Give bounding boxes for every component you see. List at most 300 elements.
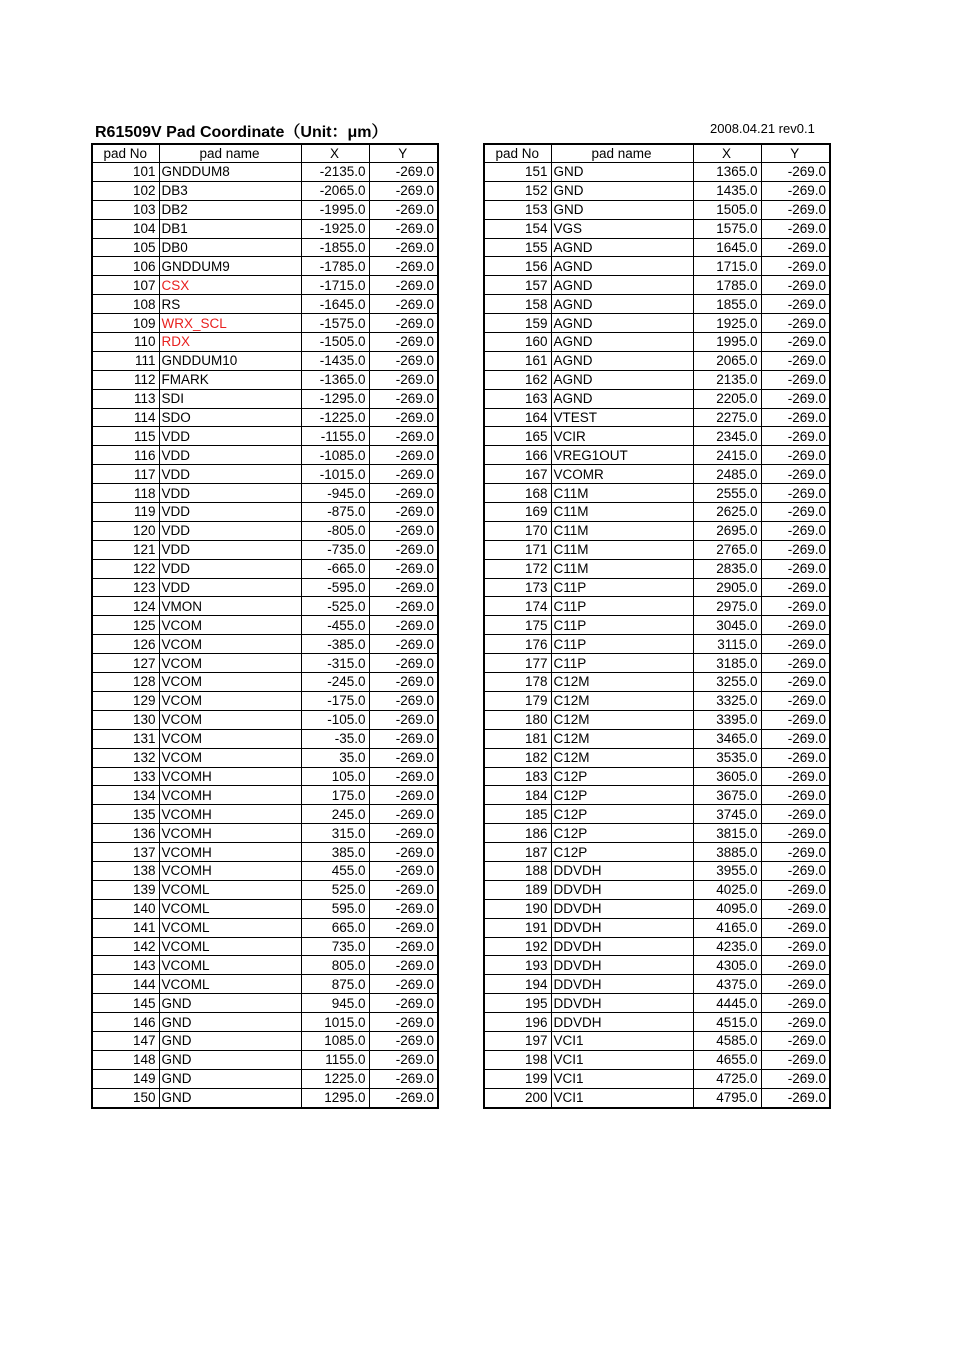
table-row — [484, 427, 830, 446]
y-coordinate-cell: -269.0 — [761, 1069, 830, 1088]
pad-name-cell: AGND — [551, 351, 693, 370]
pad-number-cell: 151 — [484, 163, 551, 182]
pad-name-cell: C12M — [551, 748, 693, 767]
x-coordinate-cell: 4235.0 — [693, 937, 761, 956]
pad-name-cell: C11P — [551, 616, 693, 635]
table-row — [92, 994, 438, 1013]
pad-number-cell: 175 — [484, 616, 551, 635]
pad-number-cell: 112 — [92, 370, 159, 389]
pad-name-cell: GND — [551, 163, 693, 182]
pad-name-cell: VREG1OUT — [551, 446, 693, 465]
pad-name-cell: C12P — [551, 843, 693, 862]
x-coordinate-cell: 3325.0 — [693, 691, 761, 710]
pad-name-cell: VCOM — [159, 729, 301, 748]
table-row — [484, 1031, 830, 1050]
pad-name-cell: GND — [551, 200, 693, 219]
table-row — [92, 295, 438, 314]
y-coordinate-cell: -269.0 — [761, 465, 830, 484]
table-row — [92, 654, 438, 673]
table-row — [484, 880, 830, 899]
pad-number-cell: 107 — [92, 276, 159, 295]
pad-number-cell: 123 — [92, 578, 159, 597]
table-row — [92, 465, 438, 484]
pad-number-cell: 154 — [484, 219, 551, 238]
table-row — [92, 257, 438, 276]
y-coordinate-cell: -269.0 — [761, 786, 830, 805]
x-coordinate-cell: 3675.0 — [693, 786, 761, 805]
x-coordinate-cell: 2135.0 — [693, 370, 761, 389]
x-coordinate-cell: 1155.0 — [301, 1050, 369, 1069]
pad-name-cell: GND — [159, 994, 301, 1013]
x-coordinate-cell: 1855.0 — [693, 295, 761, 314]
y-coordinate-cell: -269.0 — [761, 219, 830, 238]
table-row — [484, 219, 830, 238]
pad-number-cell: 199 — [484, 1069, 551, 1088]
pad-name-cell: GND — [159, 1069, 301, 1088]
y-coordinate-cell: -269.0 — [369, 654, 438, 673]
pad-number-cell: 145 — [92, 994, 159, 1013]
table-row — [92, 559, 438, 578]
column-header-pad-name: pad name — [159, 144, 301, 163]
pad-number-cell: 169 — [484, 503, 551, 522]
table-row — [484, 465, 830, 484]
y-coordinate-cell: -269.0 — [761, 880, 830, 899]
pad-name-cell: C11M — [551, 484, 693, 503]
x-coordinate-cell: 1015.0 — [301, 1013, 369, 1032]
y-coordinate-cell: -269.0 — [369, 956, 438, 975]
x-coordinate-cell: -2135.0 — [301, 163, 369, 182]
pad-number-cell: 189 — [484, 880, 551, 899]
pad-number-cell: 200 — [484, 1088, 551, 1107]
x-coordinate-cell: -1225.0 — [301, 408, 369, 427]
table-row — [484, 994, 830, 1013]
y-coordinate-cell: -269.0 — [369, 314, 438, 333]
x-coordinate-cell: -1155.0 — [301, 427, 369, 446]
column-header-y: Y — [369, 144, 438, 163]
x-coordinate-cell: -1645.0 — [301, 295, 369, 314]
x-coordinate-cell: 1925.0 — [693, 314, 761, 333]
pad-number-cell: 143 — [92, 956, 159, 975]
pad-name-cell: VDD — [159, 503, 301, 522]
pad-number-cell: 117 — [92, 465, 159, 484]
pad-name-cell: C12M — [551, 691, 693, 710]
pad-number-cell: 129 — [92, 691, 159, 710]
x-coordinate-cell: 1365.0 — [693, 163, 761, 182]
pad-number-cell: 178 — [484, 673, 551, 692]
y-coordinate-cell: -269.0 — [761, 635, 830, 654]
table-row — [92, 975, 438, 994]
y-coordinate-cell: -269.0 — [369, 351, 438, 370]
y-coordinate-cell: -269.0 — [369, 937, 438, 956]
table-row — [484, 899, 830, 918]
table-row — [484, 484, 830, 503]
pad-number-cell: 116 — [92, 446, 159, 465]
pad-number-cell: 194 — [484, 975, 551, 994]
y-coordinate-cell: -269.0 — [761, 729, 830, 748]
pad-number-cell: 152 — [484, 181, 551, 200]
y-coordinate-cell: -269.0 — [761, 691, 830, 710]
y-coordinate-cell: -269.0 — [761, 540, 830, 559]
table-row — [484, 673, 830, 692]
x-coordinate-cell: 4655.0 — [693, 1050, 761, 1069]
table-row — [484, 200, 830, 219]
y-coordinate-cell: -269.0 — [369, 484, 438, 503]
y-coordinate-cell: -269.0 — [369, 427, 438, 446]
table-row — [92, 503, 438, 522]
table-row — [484, 616, 830, 635]
pad-name-cell: AGND — [551, 314, 693, 333]
y-coordinate-cell: -269.0 — [761, 446, 830, 465]
x-coordinate-cell: 4725.0 — [693, 1069, 761, 1088]
x-coordinate-cell: -385.0 — [301, 635, 369, 654]
pad-name-cell: VCOM — [159, 654, 301, 673]
pad-number-cell: 156 — [484, 257, 551, 276]
x-coordinate-cell: -315.0 — [301, 654, 369, 673]
x-coordinate-cell: 3185.0 — [693, 654, 761, 673]
x-coordinate-cell: -1995.0 — [301, 200, 369, 219]
pad-number-cell: 146 — [92, 1013, 159, 1032]
x-coordinate-cell: 1715.0 — [693, 257, 761, 276]
pad-number-cell: 106 — [92, 257, 159, 276]
pad-name-cell: VGS — [551, 219, 693, 238]
pad-name-cell: C11P — [551, 597, 693, 616]
pad-name-cell: VCOMH — [159, 805, 301, 824]
table-row — [484, 503, 830, 522]
table-row — [92, 1088, 438, 1107]
y-coordinate-cell: -269.0 — [761, 861, 830, 880]
x-coordinate-cell: -455.0 — [301, 616, 369, 635]
pad-number-cell: 122 — [92, 559, 159, 578]
pad-number-cell: 176 — [484, 635, 551, 654]
pad-number-cell: 141 — [92, 918, 159, 937]
pad-number-cell: 174 — [484, 597, 551, 616]
pad-name-cell: C12M — [551, 673, 693, 692]
y-coordinate-cell: -269.0 — [369, 465, 438, 484]
table-row — [484, 975, 830, 994]
pad-number-cell: 177 — [484, 654, 551, 673]
table-row — [92, 824, 438, 843]
y-coordinate-cell: -269.0 — [369, 521, 438, 540]
x-coordinate-cell: 2345.0 — [693, 427, 761, 446]
pad-name-cell: VCI1 — [551, 1069, 693, 1088]
x-coordinate-cell: 175.0 — [301, 786, 369, 805]
x-coordinate-cell: 1295.0 — [301, 1088, 369, 1107]
y-coordinate-cell: -269.0 — [761, 654, 830, 673]
table-row — [484, 691, 830, 710]
table-row — [484, 918, 830, 937]
pad-name-cell: GND — [159, 1031, 301, 1050]
y-coordinate-cell: -269.0 — [761, 408, 830, 427]
x-coordinate-cell: -665.0 — [301, 559, 369, 578]
pad-name-cell: VTEST — [551, 408, 693, 427]
pad-name-cell: VCOM — [159, 691, 301, 710]
pad-number-cell: 115 — [92, 427, 159, 446]
table-row — [92, 956, 438, 975]
pad-number-cell: 105 — [92, 238, 159, 257]
pad-name-cell: C11M — [551, 503, 693, 522]
pad-number-cell: 144 — [92, 975, 159, 994]
y-coordinate-cell: -269.0 — [369, 370, 438, 389]
y-coordinate-cell: -269.0 — [761, 484, 830, 503]
column-header-x: X — [301, 144, 369, 163]
pad-name-cell: DDVDH — [551, 918, 693, 937]
x-coordinate-cell: 2205.0 — [693, 389, 761, 408]
x-coordinate-cell: -175.0 — [301, 691, 369, 710]
y-coordinate-cell: -269.0 — [369, 673, 438, 692]
y-coordinate-cell: -269.0 — [761, 805, 830, 824]
pad-number-cell: 186 — [484, 824, 551, 843]
pad-name-cell: AGND — [551, 257, 693, 276]
table-row — [92, 333, 438, 352]
x-coordinate-cell: 4025.0 — [693, 880, 761, 899]
pad-number-cell: 124 — [92, 597, 159, 616]
table-row — [484, 654, 830, 673]
column-header-x: X — [693, 144, 761, 163]
x-coordinate-cell: -1855.0 — [301, 238, 369, 257]
table-row — [92, 427, 438, 446]
pad-number-cell: 198 — [484, 1050, 551, 1069]
table-row — [92, 484, 438, 503]
table-row — [484, 389, 830, 408]
pad-name-cell: AGND — [551, 295, 693, 314]
pad-number-cell: 185 — [484, 805, 551, 824]
pad-number-cell: 137 — [92, 843, 159, 862]
pad-number-cell: 131 — [92, 729, 159, 748]
y-coordinate-cell: -269.0 — [761, 937, 830, 956]
pad-number-cell: 104 — [92, 219, 159, 238]
table-row — [484, 767, 830, 786]
x-coordinate-cell: 2695.0 — [693, 521, 761, 540]
pad-name-cell: DDVDH — [551, 994, 693, 1013]
x-coordinate-cell: 2555.0 — [693, 484, 761, 503]
y-coordinate-cell: -269.0 — [761, 994, 830, 1013]
table-row — [92, 389, 438, 408]
y-coordinate-cell: -269.0 — [761, 333, 830, 352]
table-row — [92, 691, 438, 710]
y-coordinate-cell: -269.0 — [761, 521, 830, 540]
x-coordinate-cell: 665.0 — [301, 918, 369, 937]
pad-number-cell: 134 — [92, 786, 159, 805]
x-coordinate-cell: 385.0 — [301, 843, 369, 862]
pad-name-cell: DB1 — [159, 219, 301, 238]
x-coordinate-cell: 2835.0 — [693, 559, 761, 578]
table-row — [92, 370, 438, 389]
x-coordinate-cell: 3465.0 — [693, 729, 761, 748]
pad-name-cell: GND — [551, 181, 693, 200]
pad-number-cell: 150 — [92, 1088, 159, 1107]
table-row — [484, 370, 830, 389]
pad-name-cell: GNDDUM8 — [159, 163, 301, 182]
table-row — [92, 276, 438, 295]
y-coordinate-cell: -269.0 — [369, 163, 438, 182]
table-row — [92, 786, 438, 805]
x-coordinate-cell: -525.0 — [301, 597, 369, 616]
y-coordinate-cell: -269.0 — [369, 181, 438, 200]
pad-number-cell: 102 — [92, 181, 159, 200]
pad-name-cell: VCOM — [159, 748, 301, 767]
y-coordinate-cell: -269.0 — [369, 446, 438, 465]
x-coordinate-cell: 4165.0 — [693, 918, 761, 937]
x-coordinate-cell: 735.0 — [301, 937, 369, 956]
y-coordinate-cell: -269.0 — [369, 238, 438, 257]
y-coordinate-cell: -269.0 — [761, 1050, 830, 1069]
table-row — [92, 937, 438, 956]
table-row — [484, 956, 830, 975]
table-row — [92, 673, 438, 692]
pad-name-cell: C11P — [551, 654, 693, 673]
pad-name-cell: C11M — [551, 559, 693, 578]
y-coordinate-cell: -269.0 — [369, 767, 438, 786]
y-coordinate-cell: -269.0 — [761, 295, 830, 314]
x-coordinate-cell: 3115.0 — [693, 635, 761, 654]
pad-number-cell: 166 — [484, 446, 551, 465]
pad-number-cell: 139 — [92, 880, 159, 899]
pad-number-cell: 182 — [484, 748, 551, 767]
pad-name-cell: DB2 — [159, 200, 301, 219]
table-row — [484, 1088, 830, 1107]
column-header-pad-name: pad name — [551, 144, 693, 163]
x-coordinate-cell: 3255.0 — [693, 673, 761, 692]
y-coordinate-cell: -269.0 — [761, 276, 830, 295]
table-row — [92, 1031, 438, 1050]
pad-name-cell: VCOM — [159, 710, 301, 729]
y-coordinate-cell: -269.0 — [369, 219, 438, 238]
y-coordinate-cell: -269.0 — [761, 673, 830, 692]
x-coordinate-cell: 3815.0 — [693, 824, 761, 843]
table-row — [484, 597, 830, 616]
pad-name-cell: VDD — [159, 578, 301, 597]
pad-number-cell: 173 — [484, 578, 551, 597]
pad-name-cell: VCI1 — [551, 1031, 693, 1050]
x-coordinate-cell: 3605.0 — [693, 767, 761, 786]
pad-name-cell: C11P — [551, 635, 693, 654]
x-coordinate-cell: 1995.0 — [693, 333, 761, 352]
table-row — [484, 1050, 830, 1069]
y-coordinate-cell: -269.0 — [761, 1031, 830, 1050]
pad-number-cell: 136 — [92, 824, 159, 843]
x-coordinate-cell: 3535.0 — [693, 748, 761, 767]
pad-number-cell: 193 — [484, 956, 551, 975]
table-row — [484, 559, 830, 578]
pad-name-cell: VCOML — [159, 956, 301, 975]
table-header-row — [92, 144, 438, 163]
pad-number-cell: 127 — [92, 654, 159, 673]
table-row — [484, 1069, 830, 1088]
y-coordinate-cell: -269.0 — [761, 1013, 830, 1032]
pad-name-cell: CSX — [159, 276, 301, 295]
pad-number-cell: 170 — [484, 521, 551, 540]
table-row — [484, 257, 830, 276]
pad-number-cell: 108 — [92, 295, 159, 314]
pad-name-cell: VCIR — [551, 427, 693, 446]
table-row — [484, 408, 830, 427]
y-coordinate-cell: -269.0 — [369, 975, 438, 994]
x-coordinate-cell: -1505.0 — [301, 333, 369, 352]
pad-name-cell: DDVDH — [551, 899, 693, 918]
x-coordinate-cell: 3745.0 — [693, 805, 761, 824]
pad-number-cell: 158 — [484, 295, 551, 314]
pad-name-cell: VDD — [159, 521, 301, 540]
x-coordinate-cell: -1785.0 — [301, 257, 369, 276]
x-coordinate-cell: 315.0 — [301, 824, 369, 843]
x-coordinate-cell: -875.0 — [301, 503, 369, 522]
date-revision: 2008.04.21 rev0.1 — [710, 121, 815, 136]
pad-name-cell: GNDDUM10 — [159, 351, 301, 370]
pad-name-cell: VDD — [159, 484, 301, 503]
y-coordinate-cell: -269.0 — [761, 200, 830, 219]
table-row — [92, 163, 438, 182]
x-coordinate-cell: 2275.0 — [693, 408, 761, 427]
x-coordinate-cell: -245.0 — [301, 673, 369, 692]
pad-name-cell: DDVDH — [551, 975, 693, 994]
pad-number-cell: 188 — [484, 861, 551, 880]
pad-number-cell: 133 — [92, 767, 159, 786]
pad-number-cell: 161 — [484, 351, 551, 370]
pad-name-cell: VCOML — [159, 975, 301, 994]
y-coordinate-cell: -269.0 — [369, 805, 438, 824]
pad-name-cell: VCOML — [159, 880, 301, 899]
pad-number-cell: 125 — [92, 616, 159, 635]
y-coordinate-cell: -269.0 — [761, 578, 830, 597]
pad-number-cell: 111 — [92, 351, 159, 370]
pad-name-cell: VDD — [159, 465, 301, 484]
pad-name-cell: C12M — [551, 729, 693, 748]
table-row — [484, 729, 830, 748]
table-row — [92, 861, 438, 880]
pad-number-cell: 179 — [484, 691, 551, 710]
y-coordinate-cell: -269.0 — [369, 1031, 438, 1050]
pad-number-cell: 168 — [484, 484, 551, 503]
table-row — [92, 767, 438, 786]
x-coordinate-cell: 945.0 — [301, 994, 369, 1013]
table-row — [484, 861, 830, 880]
pad-name-cell: VCOMH — [159, 786, 301, 805]
table-row — [92, 446, 438, 465]
table-row — [92, 635, 438, 654]
x-coordinate-cell: -1015.0 — [301, 465, 369, 484]
y-coordinate-cell: -269.0 — [369, 295, 438, 314]
pad-name-cell: AGND — [551, 276, 693, 295]
table-row — [92, 521, 438, 540]
pad-name-cell: AGND — [551, 333, 693, 352]
table-row — [484, 937, 830, 956]
y-coordinate-cell: -269.0 — [369, 786, 438, 805]
x-coordinate-cell: 2065.0 — [693, 351, 761, 370]
x-coordinate-cell: 35.0 — [301, 748, 369, 767]
pad-number-cell: 190 — [484, 899, 551, 918]
y-coordinate-cell: -269.0 — [761, 616, 830, 635]
x-coordinate-cell: -1435.0 — [301, 351, 369, 370]
table-row — [484, 276, 830, 295]
y-coordinate-cell: -269.0 — [369, 1069, 438, 1088]
pad-number-cell: 109 — [92, 314, 159, 333]
column-header-pad-no: pad No — [484, 144, 551, 163]
x-coordinate-cell: -105.0 — [301, 710, 369, 729]
x-coordinate-cell: 1225.0 — [301, 1069, 369, 1088]
table-row — [484, 521, 830, 540]
pad-number-cell: 135 — [92, 805, 159, 824]
x-coordinate-cell: 2625.0 — [693, 503, 761, 522]
pad-number-cell: 195 — [484, 994, 551, 1013]
y-coordinate-cell: -269.0 — [369, 1088, 438, 1107]
table-row — [92, 597, 438, 616]
x-coordinate-cell: -1295.0 — [301, 389, 369, 408]
x-coordinate-cell: 2975.0 — [693, 597, 761, 616]
table-row — [92, 899, 438, 918]
y-coordinate-cell: -269.0 — [761, 748, 830, 767]
y-coordinate-cell: -269.0 — [369, 994, 438, 1013]
pad-name-cell: AGND — [551, 389, 693, 408]
